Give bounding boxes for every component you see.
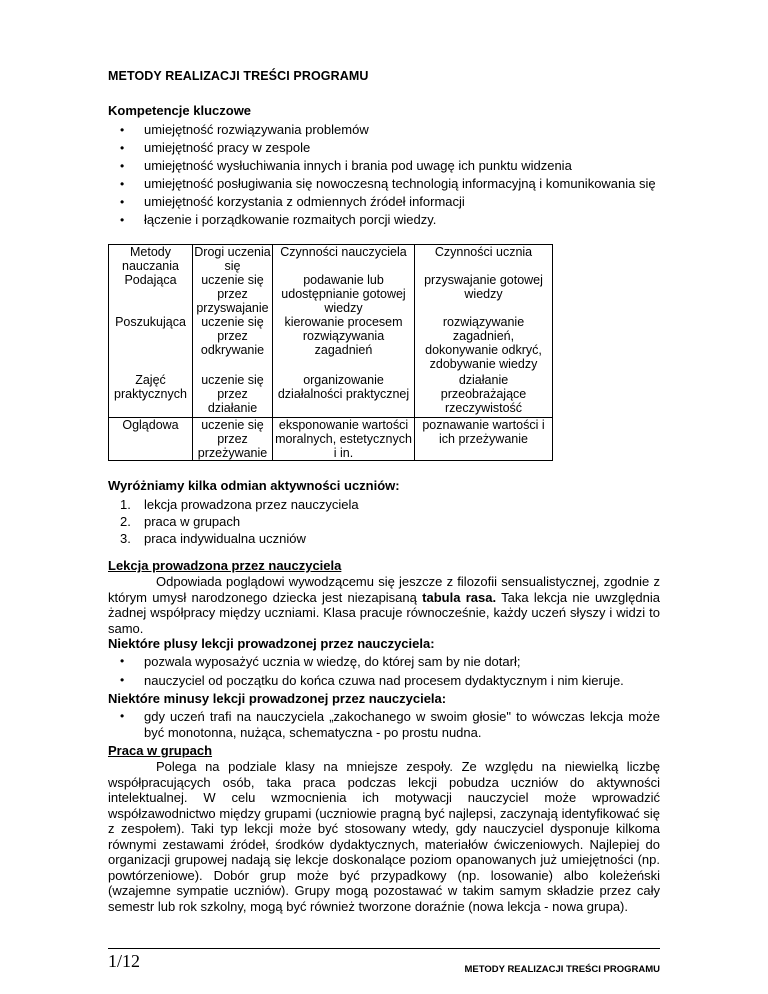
list-text: lekcja prowadzona przez nauczyciela bbox=[144, 497, 359, 512]
table-row bbox=[109, 315, 553, 373]
methods-table bbox=[108, 244, 553, 461]
table-row bbox=[109, 373, 553, 418]
table-cell: uczenie się przez przyswajanie bbox=[193, 273, 273, 315]
list-item: • pozwala wyposażyć ucznia w wiedzę, do której sam by nie dotarł; bbox=[108, 654, 660, 670]
table-row bbox=[109, 418, 553, 461]
footer-divider bbox=[108, 948, 660, 949]
table-cell: działanie przeobrażające rzeczywistość bbox=[415, 373, 553, 418]
activity-list bbox=[108, 496, 660, 547]
paragraph-text: Taka lekcja nie uwzględnia żadnej współpracy między uczniami. Klasa pracuje równocześnie, każdy uczeń słyszy i widzi to samo. bbox=[108, 589, 660, 636]
table-cell: uczenie się przez odkrywanie bbox=[193, 315, 273, 373]
list-text: praca indywidualna uczniów bbox=[144, 531, 306, 546]
list-item: • nauczyciel od początku do końca czuwa nad procesem dydaktycznym i nim kieruje. bbox=[108, 673, 660, 689]
table-cell: rozwiązywanie zagadnień, dokonywanie odkryć, zdobywanie wiedzy bbox=[415, 315, 553, 373]
list-number: 3. bbox=[120, 531, 131, 546]
page-number: 1/12 bbox=[108, 951, 141, 971]
table-row bbox=[109, 273, 553, 315]
list-item: • umiejętność rozwiązywania problemów bbox=[108, 121, 668, 139]
table-header: Drogi uczenia się bbox=[194, 245, 271, 273]
table-cell: Oglądowa bbox=[109, 418, 193, 461]
minus-list bbox=[108, 709, 660, 740]
table-cell: podawanie lub udostępnianie gotowej wiedzy bbox=[273, 273, 415, 315]
plus-heading: Niektóre plusy lekcji prowadzonej przez nauczyciela: bbox=[108, 636, 435, 651]
activity-section bbox=[108, 478, 660, 547]
group-paragraph: Polega na podziale klasy na mniejsze zespoły. Ze względu na niewielką liczbę współpracujących osób, taka praca podczas lekcji pobudza uczniów do aktywności intelektualnej. W celu wzmocnienia ich motywacji nauczyciel może wprowadzić współzawodnictwo między grupami (uczniowie pragną być najlepsi, zaczynają identyfikować się z zespołem). Taki typ lekcji może być stosowany wtedy, gdy nauczyciel dysponuje kilkoma równymi zestawami źródeł, środków dydaktycznych, materiałów ćwiczeniowych. Najlepiej do organizacji grupowej nadają się lekcje doskonalące poziom opanowanych już umiejętności (np. powtórzeniowe). Dobór grup może być przypadkowy (np. losowanie) albo koleżeński (wzajemne sympatie uczniów). Grupy mogą pozostawać w takim samym składzie przez cały semestr lub rok szkolny, mogą być również tworzone doraźnie (nowa lekcja - nowa grupa). bbox=[108, 759, 660, 914]
activity-heading: Wyróżniamy kilka odmian aktywności uczniów: bbox=[108, 478, 400, 493]
list-item: • umiejętność posługiwania się nowoczesną technologią informacyjną i komunikowania się bbox=[108, 175, 668, 193]
document-title: METODY REALIZACJI TREŚCI PROGRAMU bbox=[108, 69, 369, 83]
list-item bbox=[108, 530, 660, 547]
competences-heading: Kompetencje kluczowe bbox=[108, 103, 252, 118]
table-cell: eksponowanie wartości moralnych, estetycznych i in. bbox=[273, 418, 415, 461]
paragraph-bold-term: tabula rasa. bbox=[422, 589, 497, 605]
plus-list bbox=[108, 654, 660, 688]
list-item: • umiejętność korzystania z odmiennych źródeł informacji bbox=[108, 193, 668, 211]
list-item bbox=[108, 513, 660, 530]
lesson-heading: Lekcja prowadzona przez nauczyciela bbox=[108, 558, 342, 573]
table-cell: Podająca bbox=[109, 273, 193, 315]
table-cell: kierowanie procesem rozwiązywania zagadnień bbox=[273, 315, 415, 373]
list-item bbox=[108, 496, 660, 513]
table-cell: Zajęć praktycznych bbox=[109, 373, 193, 418]
minus-heading: Niektóre minusy lekcji prowadzonej przez nauczyciela: bbox=[108, 691, 447, 706]
table-cell: organizowanie działalności praktycznej bbox=[273, 373, 415, 418]
lesson-section bbox=[108, 558, 660, 914]
footer-title: METODY REALIZACJI TREŚCI PROGRAMU bbox=[464, 964, 660, 975]
table-cell: uczenie się przez działanie bbox=[193, 373, 273, 418]
table-header: Czynności nauczyciela bbox=[273, 245, 415, 274]
table-cell: poznawanie wartości i ich przeżywanie bbox=[415, 418, 553, 461]
list-item: • umiejętność wysłuchiwania innych i brania pod uwagę ich punktu widzenia bbox=[108, 157, 668, 175]
list-item: • łączenie i porządkowanie rozmaitych porcji wiedzy. bbox=[108, 211, 668, 229]
table-cell: przyswajanie gotowej wiedzy bbox=[415, 273, 553, 315]
lesson-paragraph bbox=[108, 574, 660, 636]
competences-section bbox=[108, 103, 668, 229]
table-header-row bbox=[109, 245, 553, 274]
table-header: Czynności ucznia bbox=[415, 245, 553, 274]
table-cell: Poszukująca bbox=[109, 315, 193, 373]
paragraph-text: Odpowiada poglądowi wywodzącemu się jeszcze z filozofii sensualistycznej, zgodnie z którym umysł narodzonego dziecka jest niezapisaną bbox=[108, 574, 660, 605]
list-number: 1. bbox=[120, 497, 131, 512]
table-header: Metody nauczania bbox=[109, 245, 193, 274]
group-heading: Praca w grupach bbox=[108, 743, 213, 758]
table-cell: uczenie się przez przeżywanie bbox=[193, 418, 273, 461]
list-text: praca w grupach bbox=[144, 514, 241, 529]
list-item: • gdy uczeń trafi na nauczyciela „zakochanego w swoim głosie" to wówczas lekcja może być monotonna, nużąca, schematyczna - po prostu nudna. bbox=[108, 709, 660, 740]
list-item: • umiejętność pracy w zespole bbox=[108, 139, 668, 157]
competences-list bbox=[108, 121, 668, 229]
list-number: 2. bbox=[120, 514, 131, 529]
